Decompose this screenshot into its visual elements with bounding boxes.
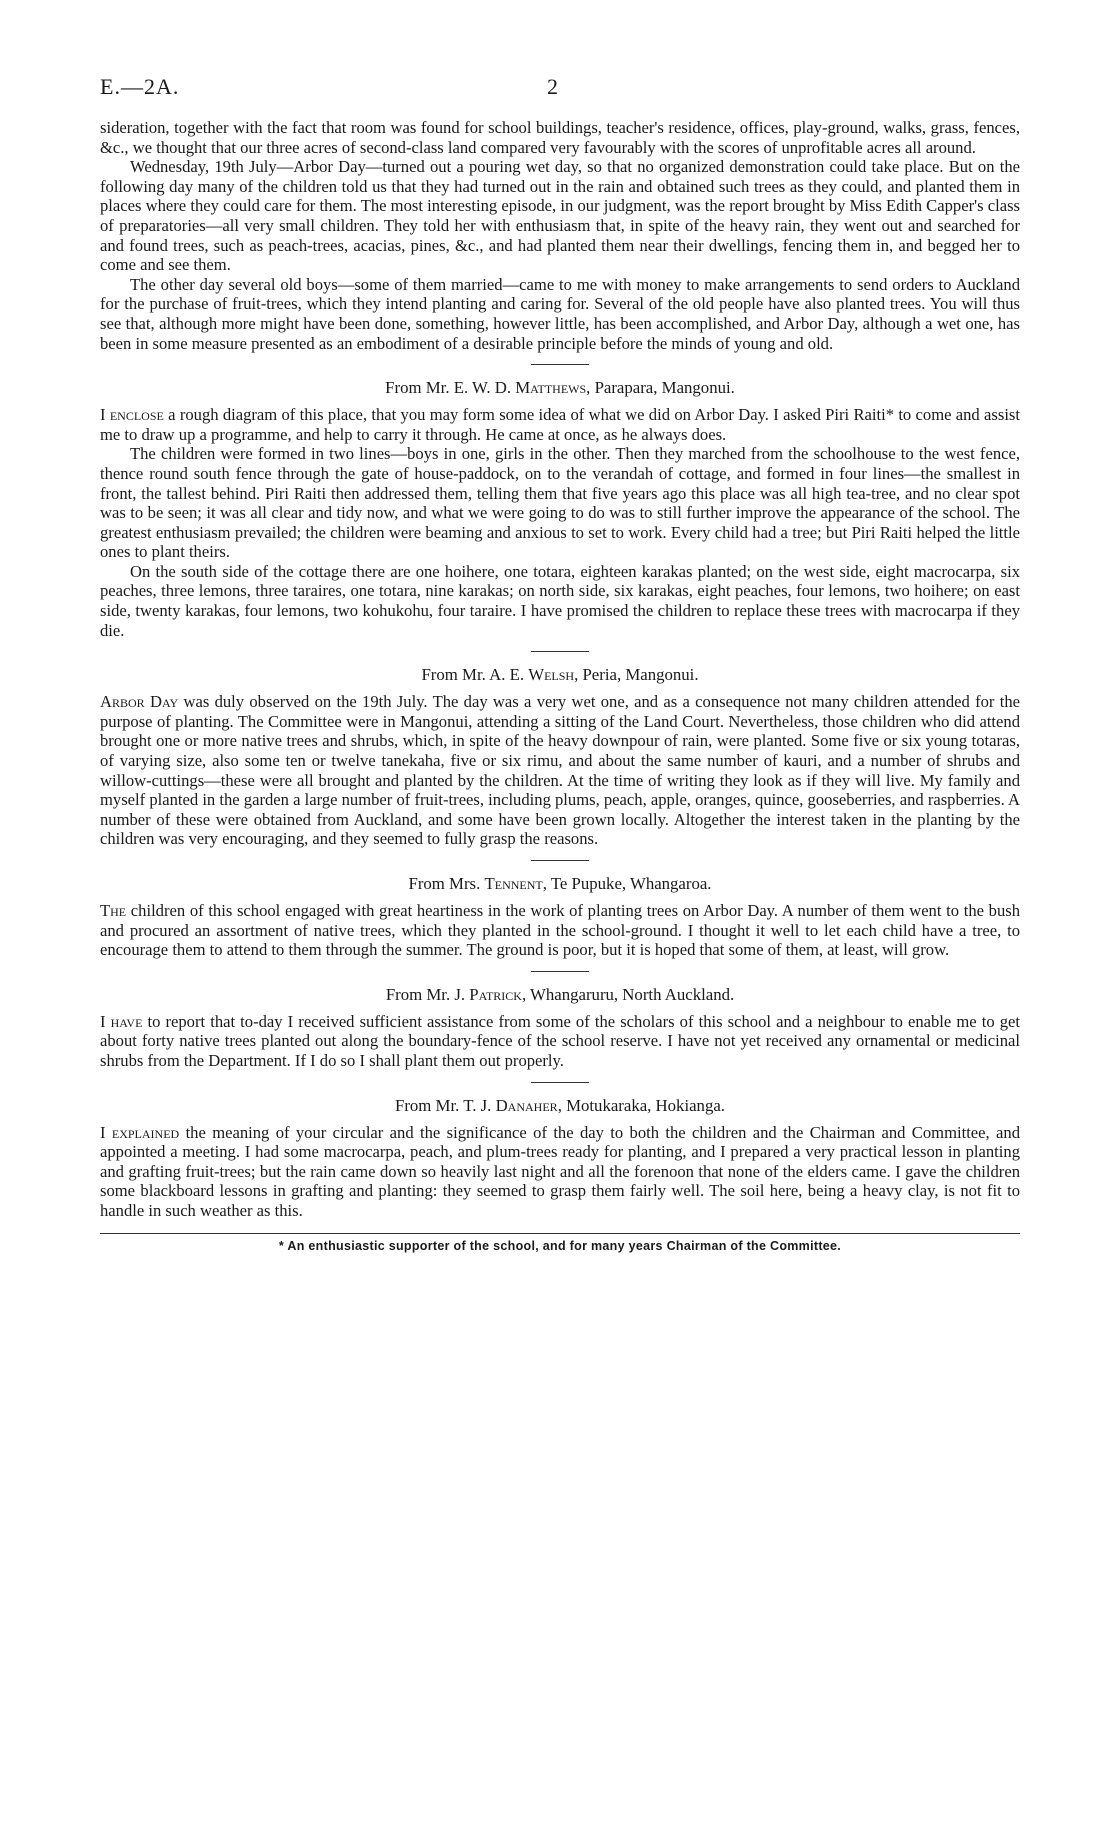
heading-prefix: From Mr. A. E. [421,665,529,685]
heading-place: , Peria, Mangonui. [574,665,699,685]
danaher-paragraph-1 [100,1123,1020,1221]
section-divider [531,364,589,365]
lead-words: I have [100,1011,143,1031]
page-header [100,74,1020,104]
section-divider [531,971,589,972]
lead-words: I explained [100,1122,180,1142]
heading-surname: Tennent [484,874,543,893]
intro-paragraph-1: sideration, together with the fact that room was found for school buildings, teacher's residence, offices, play-ground, walks, grass, fences, &c., we thought that our three acres of second-class land compared very favourably with the scores of unprofitable acres all around. [100,118,1020,157]
matthews-paragraph-2: The children were formed in two lines—boys in one, girls in the other. Then they marched from the schoolhouse to the west fence, thence round south fence through the gate of house-paddock, on to the verandah of cottage, and formed in four lines—the smallest in front, the tallest behind. Piri Raiti then addressed them, telling them that five years ago this place was all high tea-tree, and no clear spot was to be seen; it was all clear and tidy now, and what we were going to do was to still further improve the appearance of the school. The greatest enthusiasm prevailed; the children were beaming and anxious to set to work. Every child had a tree; but Piri Raiti helped the little ones to plant theirs. [100,444,1020,562]
document-code: E.—2A. [100,74,180,99]
footnote: * An enthusiastic supporter of the school, and for many years Chairman of the Committee. [278,1238,842,1253]
heading-place: , Parapara, Mangonui. [586,378,735,398]
lead-words: Arbor Day [100,692,179,712]
heading-prefix: From Mr. J. [385,984,470,1004]
section-divider [531,1082,589,1083]
paragraph-text: to report that to-day I received sufficient assistance from some of the scholars of this school and a neighbour to enable me to get about forty native trees planted out along the boundary-fence of the school reserve. I have not yet received any ornamental or medicinal shrubs from the Department. If I do so I shall plant them out properly. [100,1011,1020,1070]
page-body [100,118,1020,1253]
footnote-divider [100,1233,1020,1234]
intro-paragraph-2: Wednesday, 19th July—Arbor Day—turned out a pouring wet day, so that no organized demonstration could take place. But on the following day many of the children told us that they had turned out in the rain and obtained such trees as they could, and planted them in places where they could care for them. The most interesting episode, in our judgment, was the report brought by Miss Edith Capper's class of preparatories—all very small children. They told her with enthusiasm that, in spite of the heavy rain, they went out and searched for and found trees, such as peach-trees, acacias, pines, &c., and had planted them near their dwellings, fencing them in, and begged her to come and see them. [100,157,1020,275]
heading-place: , Motukaraka, Hokianga. [557,1095,725,1115]
section-heading-tennent [100,874,1020,894]
heading-surname: Patrick [469,984,522,1004]
heading-place: , Te Pupuke, Whangaroa. [542,874,712,893]
section-heading-matthews [100,378,1020,398]
lead-words: The [100,901,127,920]
patrick-paragraph-1 [100,1012,1020,1071]
paragraph-text: a rough diagram of this place, that you may form some idea of what we did on Arbor Day. I asked Piri Raiti* to come and assist me to draw up a programme, and help to carry it through. He came at once, as he always does. [100,405,1020,444]
heading-place: , Whangaruru, North Auckland. [521,984,735,1004]
lead-words: I enclose [100,405,164,425]
heading-surname: Welsh [528,665,575,685]
heading-prefix: From Mr. T. J. [395,1095,496,1115]
paragraph-text: the meaning of your circular and the significance of the day to both the children and the Chairman and Committee, and appointed a meeting. I had some macrocarpa, peach, and plum-trees ready for planting, and I prepared a very practical lesson in planting and grafting fruit-trees; but the rain came down so heavily last night and all the forenoon that none of the elders came. I gave the children some blackboard lessons in grafting and planting: they seemed to grasp them fairly well. The soil here, being a heavy clay, is not fit to handle in such weather as this. [100,1122,1021,1220]
section-divider [531,651,589,652]
section-heading-welsh [100,665,1020,685]
heading-prefix: From Mr. E. W. D. [385,378,516,398]
intro-paragraph-3: The other day several old boys—some of them married—came to me with money to make arrangements to send orders to Auckland for the purchase of fruit-trees, which they intend planting and caring for. Several of the old people have also planted trees. You will thus see that, although more might have been done, something, however little, has been accomplished, and Arbor Day, although a wet one, has been in some measure presented as an embodiment of a desirable principle before the minds of young and old. [100,274,1020,353]
page-number: 2 [547,74,558,99]
tennent-paragraph-1 [100,901,1020,960]
matthews-paragraph-3: On the south side of the cottage there are one hoihere, one totara, eighteen karakas planted; on the west side, eight macrocarpa, six peaches, three lemons, three taraires, one totara, nine karakas; on north side, six karakas, eight peaches, four lemons, two hoihere; on east side, twenty karakas, four lemons, two kohukohu, four taraire. I have promised the children to replace these trees with macrocarpa if they die. [100,561,1020,640]
welsh-paragraph-1 [100,692,1020,849]
matthews-paragraph-1 [100,405,1020,444]
section-divider [531,860,589,861]
heading-surname: Danaher [495,1095,558,1115]
paragraph-text: was duly observed on the 19th July. The day was a very wet one, and as a consequence not many children attended for the purpose of planting. The Committee were in Mangonui, attending a sitting of the Land Court. Nevertheless, those children who did attend brought one or more native trees and shrubs, which, in spite of the heavy downpour of rain, were planted. Some five or six young totaras, of varying size, also some ten or twelve tanekaha, five or six rimu, and about the same number of kauri, and a number of shrubs and willow-cuttings—these were all brought and planted by the children. At the time of writing they look as if they will live. My family and myself planted in the garden a large number of fruit-trees, including plums, peach, apple, oranges, quince, gooseberries, and raspberries. A number of these were obtained from Auckland, and some have been grown locally. Altogether the interest taken in the planting by the children was very encouraging, and they seemed to fully grasp the reasons. [100,692,1021,849]
section-heading-patrick [100,985,1020,1005]
heading-prefix: From Mrs. [408,874,485,893]
paragraph-text: children of this school engaged with great heartiness in the work of planting trees on Arbor Day. A number of them went to the bush and procured an assortment of native trees, which they planted in the school-ground. I thought it well to let each child have a tree, to encourage them to attend to them through the summer. The ground is poor, but it is hoped that some of them, at least, will grow. [100,901,1020,960]
heading-surname: Matthews [515,378,587,398]
section-heading-danaher [100,1096,1020,1116]
